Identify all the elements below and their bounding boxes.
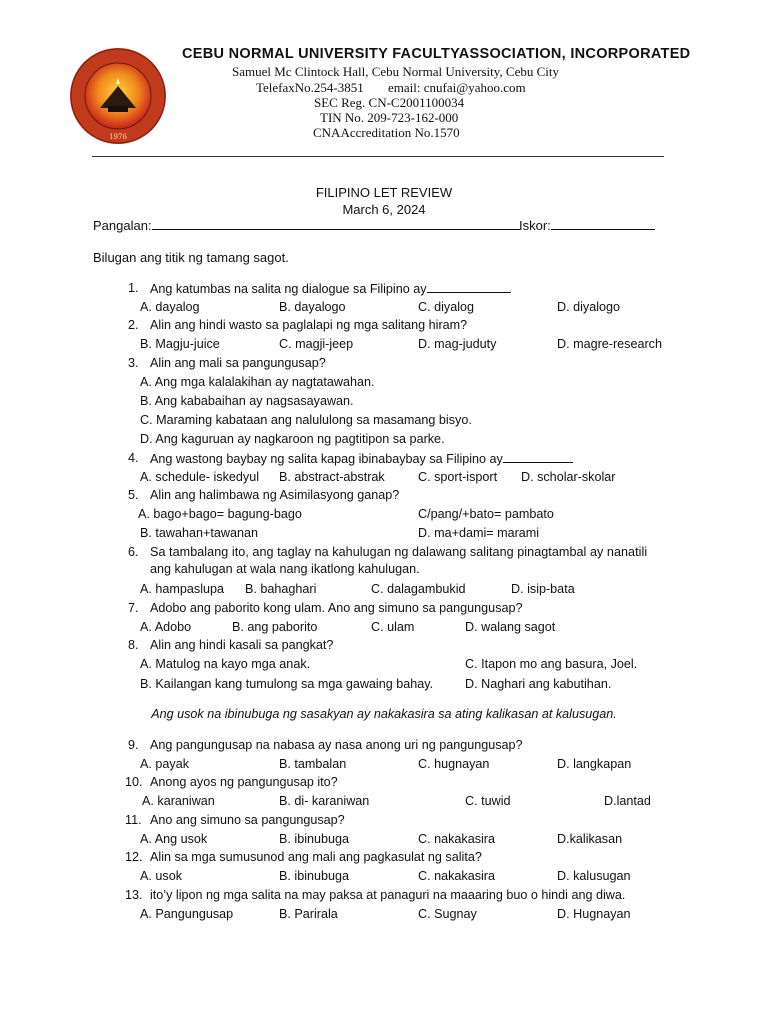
choice[interactable]: C. hugnayan [418, 757, 490, 771]
question-text: Alin sa mga sumusunod ang mali ang pagkasulat ng salita? [150, 850, 482, 864]
question-number: 2. [128, 318, 139, 332]
answer-blank [503, 451, 573, 463]
question-number: 7. [128, 601, 139, 615]
email-address: email: cnufai@yahoo.com [388, 80, 526, 95]
choice[interactable]: B. dayalogo [279, 300, 346, 314]
question-number: 1. [128, 281, 139, 295]
question-number: 10. [125, 775, 143, 789]
question-text: Ano ang simuno sa pangungusap? [150, 813, 345, 827]
answer-blank [427, 281, 511, 293]
question-number: 6. [128, 545, 139, 559]
organization-address: Samuel Mc Clintock Hall, Cebu Normal University, Cebu City [232, 64, 560, 79]
choice[interactable]: D.kalikasan [557, 832, 623, 846]
choice[interactable]: C. nakakasira [418, 869, 495, 883]
exam-date: March 6, 2024 [342, 202, 426, 217]
choice[interactable]: C. tuwid [465, 794, 511, 808]
exam-title: FILIPINO LET REVIEW [315, 185, 453, 200]
instruction: Bilugan ang titik ng tamang sagot. [93, 250, 289, 265]
question-text: Alin ang mali sa pangungusap? [150, 356, 326, 370]
choice[interactable]: D. isip-bata [511, 582, 575, 596]
choice[interactable]: D. diyalogo [557, 300, 621, 314]
choice[interactable]: A. Adobo [140, 620, 192, 634]
choice[interactable]: A. payak [140, 757, 190, 771]
choice[interactable]: B. ibinubuga [279, 832, 350, 846]
choice[interactable]: A. Pangungusap [140, 907, 234, 921]
choice[interactable]: A. hampaslupa [140, 582, 225, 596]
choice[interactable]: A. Matulog na kayo mga anak. [140, 657, 311, 671]
choice[interactable]: D. Ang kaguruan ay nagkaroon ng pagtitipon sa parke. [140, 432, 445, 446]
choice[interactable]: B. tambalan [279, 757, 347, 771]
choice[interactable]: A. Ang mga kalalakihan ay nagtatawahan. [140, 375, 375, 389]
sec-registration: SEC Reg. CN-C2001100034 [314, 95, 465, 110]
university-seal-logo [68, 46, 168, 146]
choice[interactable]: B. Kailangan kang tumulong sa mga gawaing bahay. [140, 677, 434, 691]
choice[interactable]: D. magre-research [557, 337, 662, 351]
choice[interactable]: C/pang/+bato= pambato [418, 507, 554, 521]
choice[interactable]: D. scholar-skolar [521, 470, 616, 484]
choice[interactable]: C. Maraming kabataan ang nalululong sa masamang bisyo. [140, 413, 472, 427]
choice[interactable]: A. bago+bago= bagung-bago [138, 507, 302, 521]
choice[interactable]: C. nakakasira [418, 832, 495, 846]
question-number: 9. [128, 738, 139, 752]
score-field[interactable] [519, 218, 655, 233]
score-label: Iskor: [519, 218, 551, 233]
question-text: Alin ang hindi kasali sa pangkat? [150, 638, 334, 652]
question-number: 12. [125, 850, 143, 864]
choice[interactable]: D. Hugnayan [557, 907, 631, 921]
choice[interactable]: C. magji-jeep [279, 337, 354, 351]
question-text: Ang pangungusap na nabasa ay nasa anong uri ng pangungusap? [150, 738, 523, 752]
question-text: Alin ang hindi wasto sa paglalapi ng mga salitang hiram? [150, 318, 468, 332]
choice[interactable]: B. di- karaniwan [279, 794, 370, 808]
question-text-continued: ang kahulugan at wala nang ikatlong kahulugan. [150, 562, 420, 576]
question-number: 4. [128, 451, 139, 465]
choice[interactable]: A. karaniwan [142, 794, 215, 808]
choice[interactable]: A. Ang usok [140, 832, 208, 846]
choice[interactable]: A. schedule- iskedyul [140, 470, 260, 484]
cna-accreditation: CNAAccreditation No.1570 [313, 125, 460, 140]
choice[interactable]: B. abstract-abstrak [279, 470, 385, 484]
choice[interactable]: B. Parirala [279, 907, 338, 921]
choice[interactable]: A. usok [140, 869, 182, 883]
choice[interactable]: B. bahaghari [245, 582, 317, 596]
choice[interactable]: C. diyalog [418, 300, 475, 314]
question-text: Alin ang halimbawa ng Asimilasyong ganap? [150, 488, 400, 502]
choice[interactable]: A. dayalog [140, 300, 200, 314]
choice[interactable]: D. mag-juduty [418, 337, 497, 351]
choice[interactable]: B. Ang kababaihan ay nagsasayawan. [140, 394, 354, 408]
reading-passage: Ang usok na ibinubuga ng sasakyan ay nakakasira sa ating kalikasan at kalusugan. [151, 707, 617, 721]
choice[interactable]: B. tawahan+tawanan [140, 526, 258, 540]
question-text: ito’y lipon ng mga salita na may paksa at panaguri na maaaring buo o hindi ang diwa. [150, 888, 626, 902]
name-blank[interactable] [152, 218, 520, 230]
tin-number: TIN No. 209-723-162-000 [320, 110, 459, 125]
name-field[interactable] [93, 218, 520, 233]
header-divider [92, 156, 664, 157]
question-number: 8. [128, 638, 139, 652]
question-text: Ang katumbas na salita ng dialogue sa Filipino ay [150, 281, 511, 296]
choice[interactable]: D. walang sagot [465, 620, 556, 634]
choice[interactable]: D. langkapan [557, 757, 632, 771]
choice[interactable]: B. ibinubuga [279, 869, 350, 883]
choice[interactable]: D. ma+dami= marami [418, 526, 540, 540]
choice[interactable]: B. Magju-juice [140, 337, 220, 351]
question-text: Adobo ang paborito kong ulam. Ano ang simuno sa pangungusap? [150, 601, 523, 615]
choice[interactable]: C. sport-isport [418, 470, 498, 484]
choice[interactable]: B. ang paborito [232, 620, 318, 634]
question-number: 11. [125, 813, 142, 827]
choice[interactable]: C. dalagambukid [371, 582, 466, 596]
question-text: Ang wastong baybay ng salita kapag ibinabaybay sa Filipino ay [150, 451, 573, 466]
choice[interactable]: D.lantad [604, 794, 651, 808]
question-text: Sa tambalang ito, ang taglay na kahulugan ng dalawang salitang pinagtambal ay nanatili [150, 545, 648, 559]
question-text: Anong ayos ng pangungusap ito? [150, 775, 338, 789]
letterhead [0, 0, 768, 160]
question-number: 13. [125, 888, 143, 902]
choice[interactable]: D. Naghari ang kabutihan. [465, 677, 612, 691]
choice[interactable]: C. Sugnay [418, 907, 477, 921]
organization-name: CEBU NORMAL UNIVERSITY FACULTYASSOCIATION, INCORPORATED [182, 46, 691, 62]
choice[interactable]: D. kalusugan [557, 869, 631, 883]
seal-year: 1976 [109, 133, 127, 141]
score-blank[interactable] [551, 218, 655, 230]
choice[interactable]: C. Itapon mo ang basura, Joel. [465, 657, 638, 671]
telefax-number: TelefaxNo.254-3851 [256, 80, 364, 95]
question-number: 5. [128, 488, 139, 502]
choice[interactable]: C. ulam [371, 620, 415, 634]
question-number: 3. [128, 356, 139, 370]
name-label: Pangalan: [93, 218, 152, 233]
